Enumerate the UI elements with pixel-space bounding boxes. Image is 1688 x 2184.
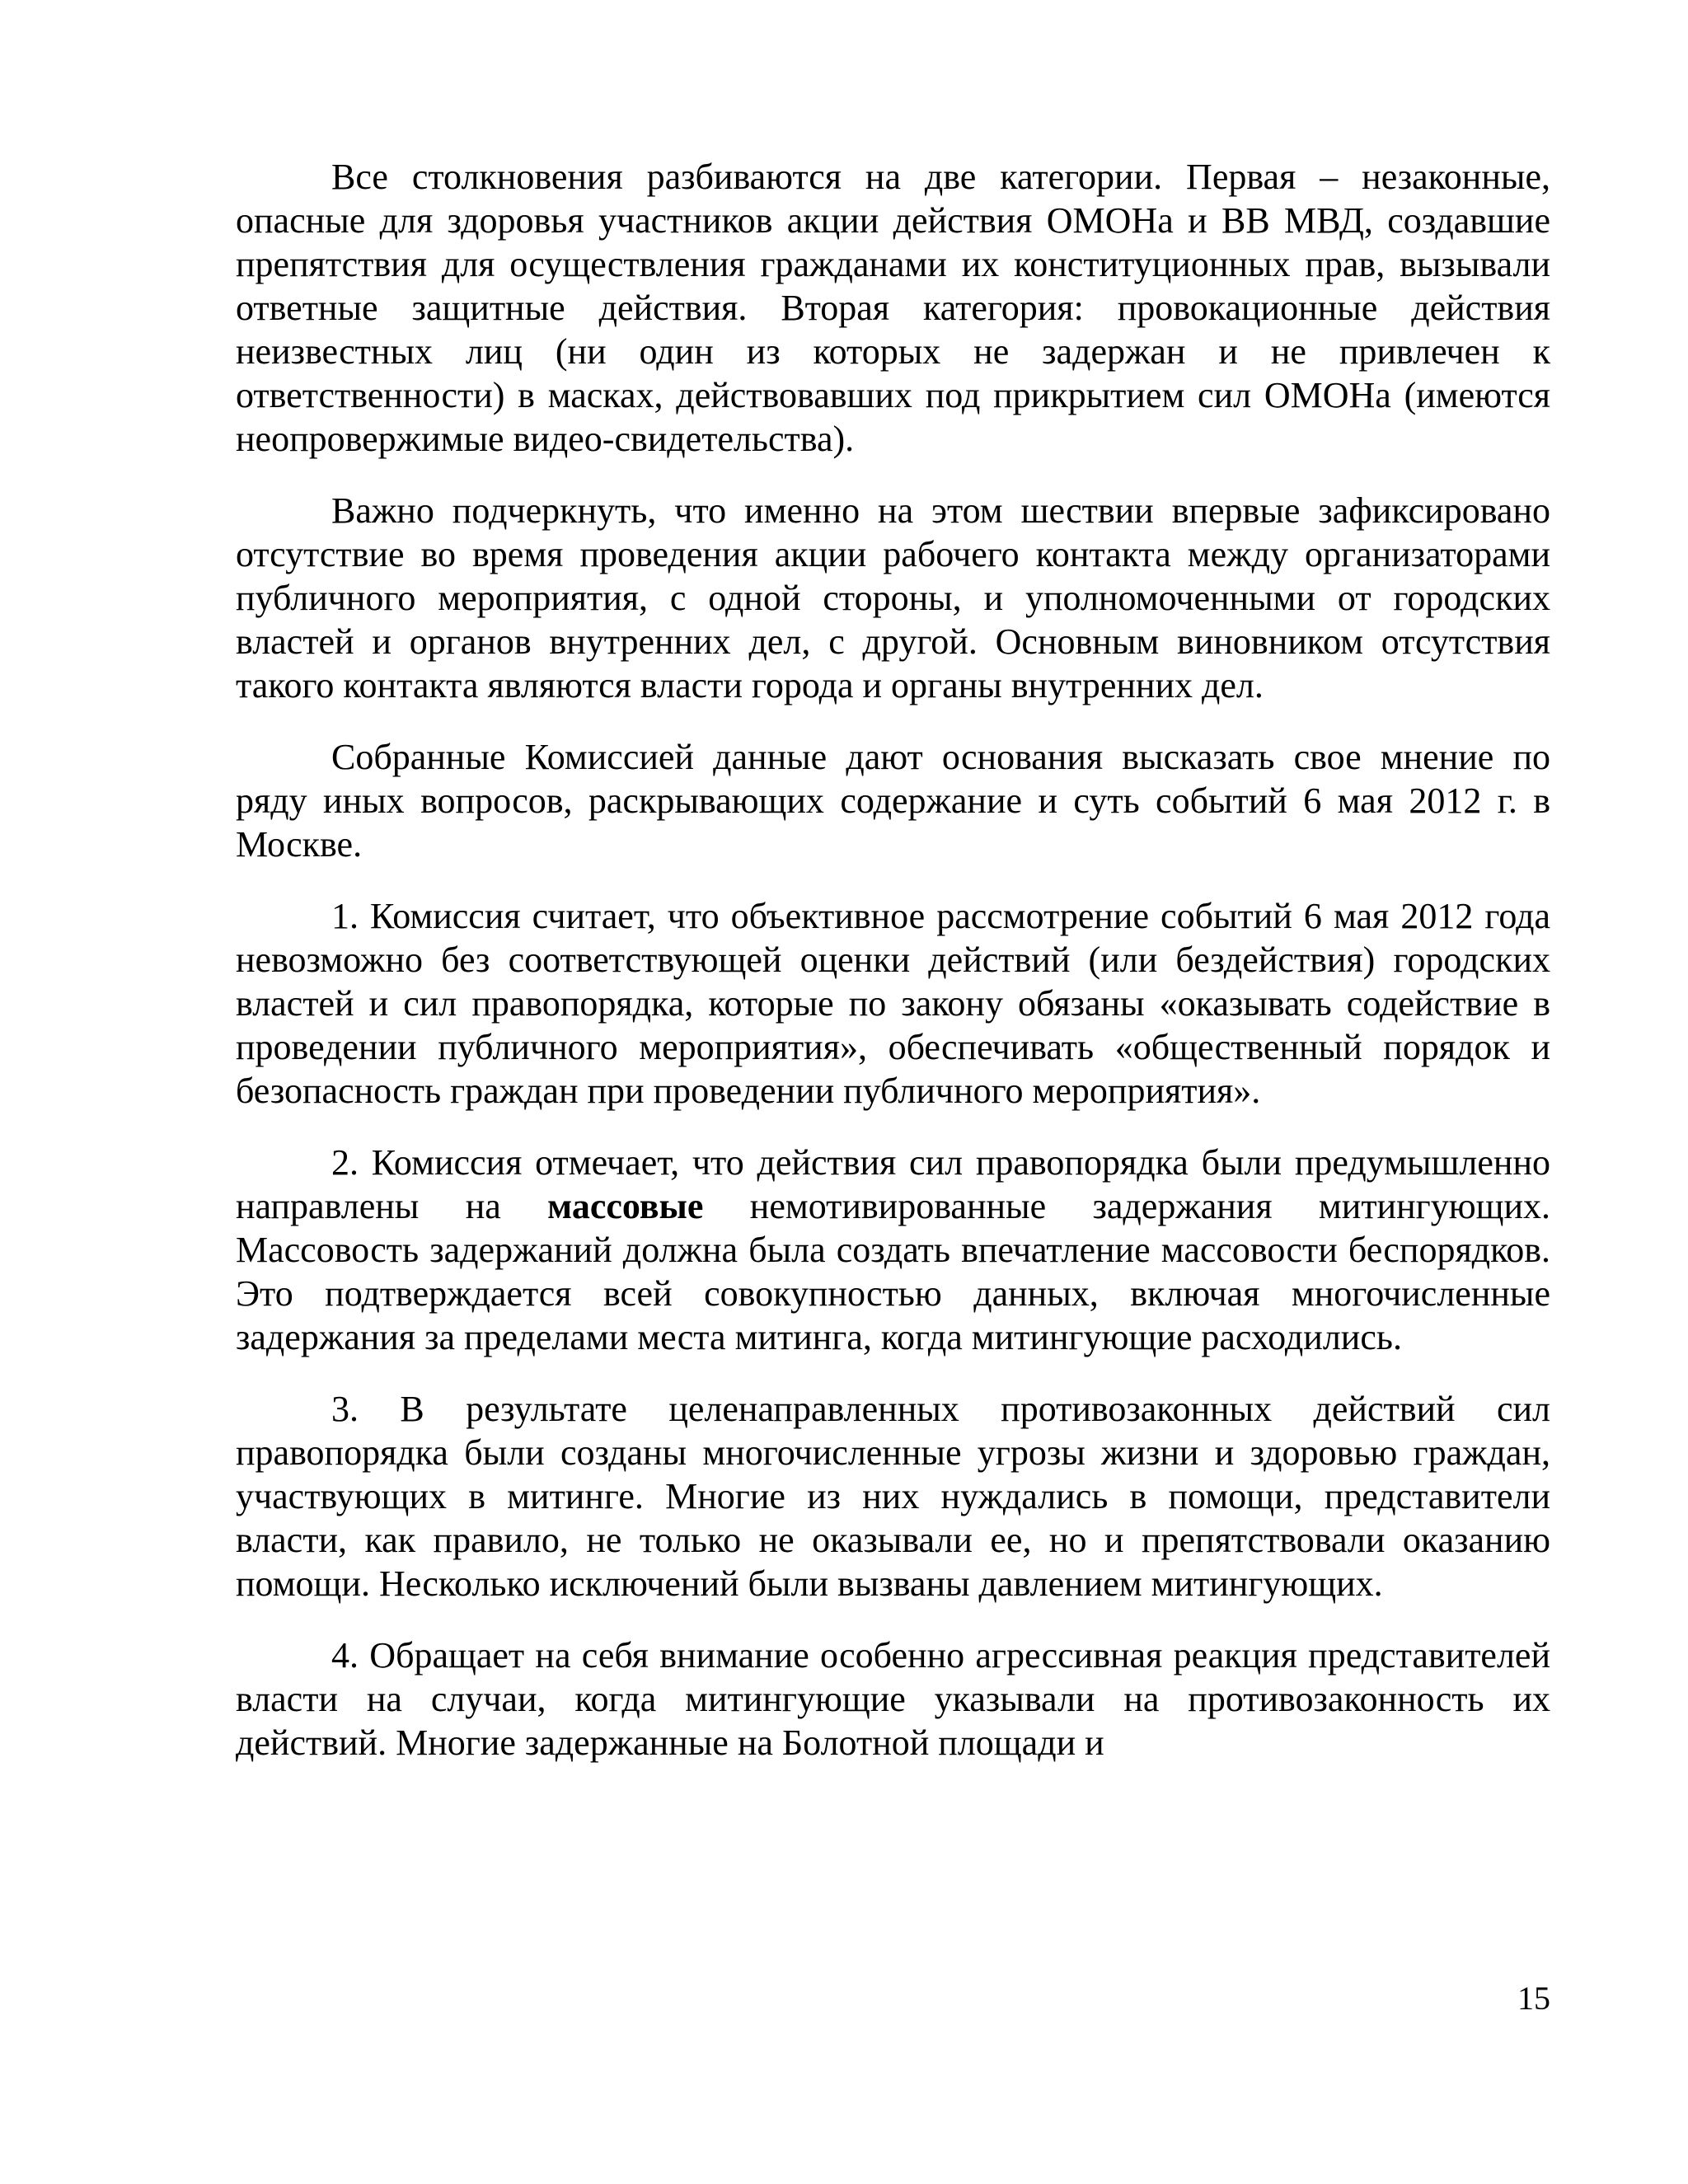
paragraph-point-3: 3. В результате целенаправленных противозаконных действий сил правопорядка были созданы многочисленные угрозы жизни и здоровью граждан, участвующих в митинге. Многие из них нуждались в помощи, представители власти, как правило, не только не оказывали ее, но и препятствовали оказанию помощи. Несколько исключений были вызваны давлением митингующих. <box>236 1389 1550 1604</box>
paragraph-commission-data: Собранные Комиссией данные дают основания высказать свое мнение по ряду иных вопросов, раскрывающих содержание и суть событий 6 мая 2012 г. в Москве. <box>236 737 1550 865</box>
paragraph-point-2-emphasis: массовые <box>547 1186 704 1226</box>
paragraph-point-4: 4. Обращает на себя внимание особенно агрессивная реакция представителей власти на случаи, когда митингующие указывали на противозаконность их действий. Многие задержанные на Болотной площади и <box>236 1635 1550 1763</box>
paragraph-no-working-contact: Важно подчеркнуть, что именно на этом шествии впервые зафиксировано отсутствие во время проведения акции рабочего контакта между организаторами публичного мероприятия, с одной стороны, и уполномоченными от городских властей и органов внутренних дел, с другой. Основным виновником отсутствия такого контакта являются власти города и органы внутренних дел. <box>236 490 1550 705</box>
paragraph-point-1: 1. Комиссия считает, что объективное рассмотрение событий 6 мая 2012 года невозможно без соответствующей оценки действий (или бездействия) городских властей и сил правопорядка, которые по закону обязаны «оказывать содействие в проведении публичного мероприятия», обеспечивать «общественный порядок и безопасность граждан при проведении публичного мероприятия». <box>236 896 1550 1111</box>
paragraph-point-2-start: 2. Комиссия отмечает, что действия сил правопорядка были предумышленно направлены на <box>236 1142 1550 1226</box>
paragraph-point-2-end: немотивированные задержания митингующих. Массовость задержаний должна была создать впечатление массовости беспорядков. Это подтверждается всей совокупностью данных, включая многочисленные задержания за пределами места митинга, когда митингующие расходились. <box>236 1186 1550 1357</box>
paragraph-clashes-categories: Все столкновения разбиваются на две категории. Первая – незаконные, опасные для здоровья участников акции действия ОМОНа и ВВ МВД, создавшие препятствия для осуществления гражданами их конституционных прав, вызывали ответные защитные действия. Вторая категория: провокационные действия неизвестных лиц (ни один из которых не задержан и не привлечен к ответственности) в масках, действовавших под прикрытием сил ОМОНа (имеются неопровержимые видео-свидетельства). <box>236 157 1550 459</box>
page-number: 15 <box>1517 1980 1550 2017</box>
document-body <box>236 155 1550 1765</box>
paragraph-point-2 <box>236 1141 1550 1359</box>
